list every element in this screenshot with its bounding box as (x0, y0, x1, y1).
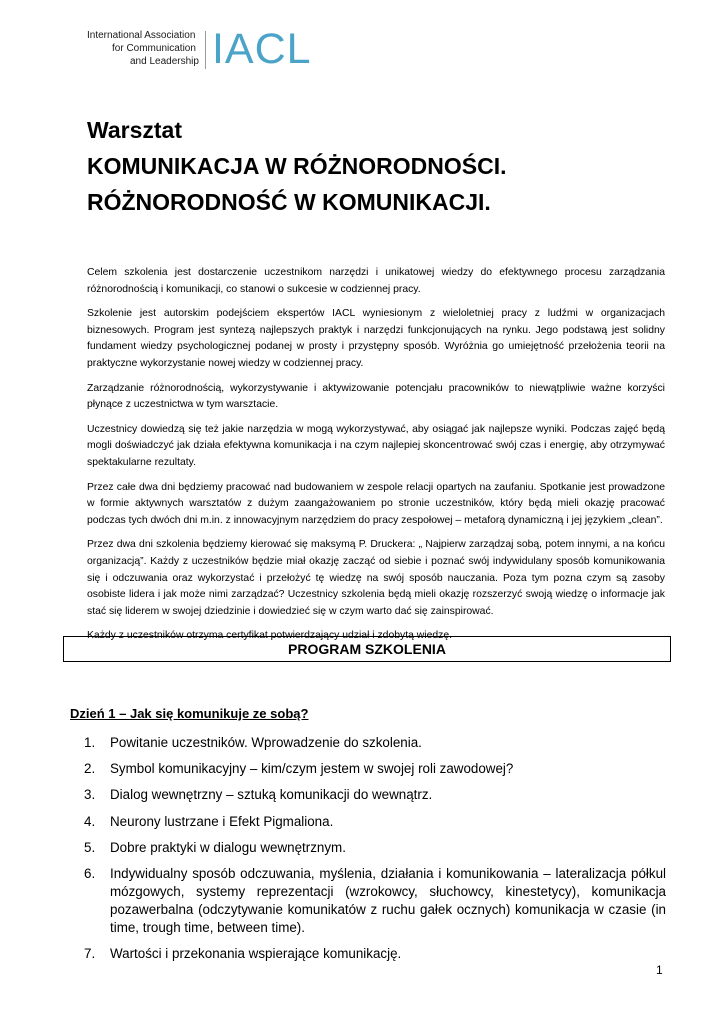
item-number: 1. (84, 735, 96, 750)
paragraph: Szkolenie jest autorskim podejściem ekspertów IACL wyniesionym z wieloletniej pracy z ludźmi w organizacjach biznesowych. Program jest syntezą najlepszych praktyk i narzędzi funkcjonujących na rynku. Jego podstawą jest solidny fundament wiedzy psychologicznej podanej w prosty i przystępny sposób. Wyróżnia go umiejętność przełożenia teorii na praktyczne wykorzystanie nowej wiedzy w codziennej pracy. (87, 308, 665, 369)
list-item (84, 865, 666, 937)
logo-line-3: and Leadership (130, 56, 199, 67)
list-item (84, 813, 666, 831)
day-1-heading: Dzień 1 – Jak się komunikuje ze sobą? (70, 706, 309, 721)
page-number: 1 (656, 963, 663, 977)
item-text: Dialog wewnętrzny – sztuką komunikacji do wewnątrz. (110, 787, 433, 803)
item-text: Dobre praktyki w dialogu wewnętrznym. (110, 839, 346, 855)
logo-line-1: International Association (87, 30, 196, 41)
item-number: 3. (84, 787, 96, 803)
list-item (84, 945, 666, 963)
item-text: Wartości i przekonania wspierające komunikację. (110, 946, 402, 962)
agenda-list (84, 734, 666, 971)
item-text: Symbol komunikacyjny – kim/czym jestem w swojej roli zawodowej? (110, 761, 514, 777)
title-line-3: RÓŻNORODNOŚĆ W KOMUNIKACJI. (87, 189, 491, 215)
program-heading: PROGRAM SZKOLENIA (288, 641, 446, 657)
paragraph: Przez dwa dni szkolenia będziemy kierować się maksymą P. Druckera: „ Najpierw zarządzaj sobą, potem innymi, a na końcu organizacją”. Każdy z uczestników będzie miał okazję zacząć od siebie i poznać swój indywidulany sposób komunikowania się i odczuwania oraz wykorzystać i przełożyć tę wiedzę na swój sposób nauczania. Poza tym pozna czym są zasoby osobiste lidera i jak może nimi zarządzać? Uczestnicy szkolenia będą mieli okazję rozszerzyć swoją wiedzę o informacje jak stać się liderem w swojej dziedzinie i dowiedzieć się w czym warto dać się zainspirować. (87, 539, 665, 617)
document-title (87, 112, 687, 220)
title-line-1: Warsztat (87, 117, 182, 143)
paragraph: Przez całe dwa dni będziemy pracować nad budowaniem w zespole relacji opartych na zaufaniu. Spotkanie jest prowadzone w formie aktywnych warsztatów z dużym zaangażowaniem po stronie uczestników, który będą mieli okazję pracować podczas tych dwóch dni m.in. z innowacyjnym narzędziem do pracy zespołowej – metaforą dynamiczną i jej językiem „clean”. (87, 481, 665, 526)
logo-mark: IACL (211, 25, 312, 73)
list-item (84, 760, 666, 778)
item-number: 5. (84, 839, 96, 855)
paragraph: Celem szkolenia jest dostarczenie uczestnikom narzędzi i unikatowej wiedzy do efektywnego procesu zarządzania różnorodnością i komunikacji, co stanowi o sukcesie w codziennej pracy. (87, 267, 665, 295)
paragraph: Uczestnicy dowiedzą się też jakie narzędzia w mogą wykorzystywać, aby osiągać jak najlepsze wyniki. Podczas zajęć będą mogli doświadczyć jak działa efektywna komunikacja i na czym najlepiej skoncentrować swój czas i energię, aby otrzymywać spektakularne rezultaty. (87, 423, 665, 468)
item-text: Indywidualny sposób odczuwania, myślenia, działania i komunikowania – lateralizacja półkul mózgowych, systemy reprezentacji (wzrokowcy, słuchowcy, kinestetycy), komunikacja pozawerbalna (odczytywanie komunikatów z ruchu gałek ocznych) komunikacja w czasie (in time, trough time, between time). (110, 865, 666, 935)
item-number: 6. (84, 865, 96, 881)
logo-line-2: for Communication (112, 43, 196, 54)
item-number: 4. (84, 813, 96, 829)
item-number: 7. (84, 946, 96, 962)
list-item (84, 839, 666, 857)
paragraph: Zarządzanie różnorodnością, wykorzystywanie i aktywizowanie potencjału pracowników to niewątpliwie ważne korzyści płynące z uczestnictwa w tym warsztacie. (87, 382, 665, 411)
list-item (84, 734, 666, 752)
logo-divider (205, 31, 206, 69)
list-item (84, 786, 666, 804)
intro-content (87, 265, 665, 653)
item-text: Powitanie uczestników. Wprowadzenie do szkolenia. (110, 735, 422, 750)
item-text: Neurony lustrzane i Efekt Pigmaliona. (110, 813, 334, 829)
iacl-logo (87, 25, 312, 73)
logo-text (87, 29, 199, 68)
paragraph: Każdy z uczestników otrzyma certyfikat potwierdzający udział i zdobytą wiedzę. (87, 630, 452, 642)
item-number: 2. (84, 761, 96, 777)
program-heading-box (63, 636, 671, 662)
title-line-2: KOMUNIKACJA W RÓŻNORODNOŚCI. (87, 153, 507, 179)
